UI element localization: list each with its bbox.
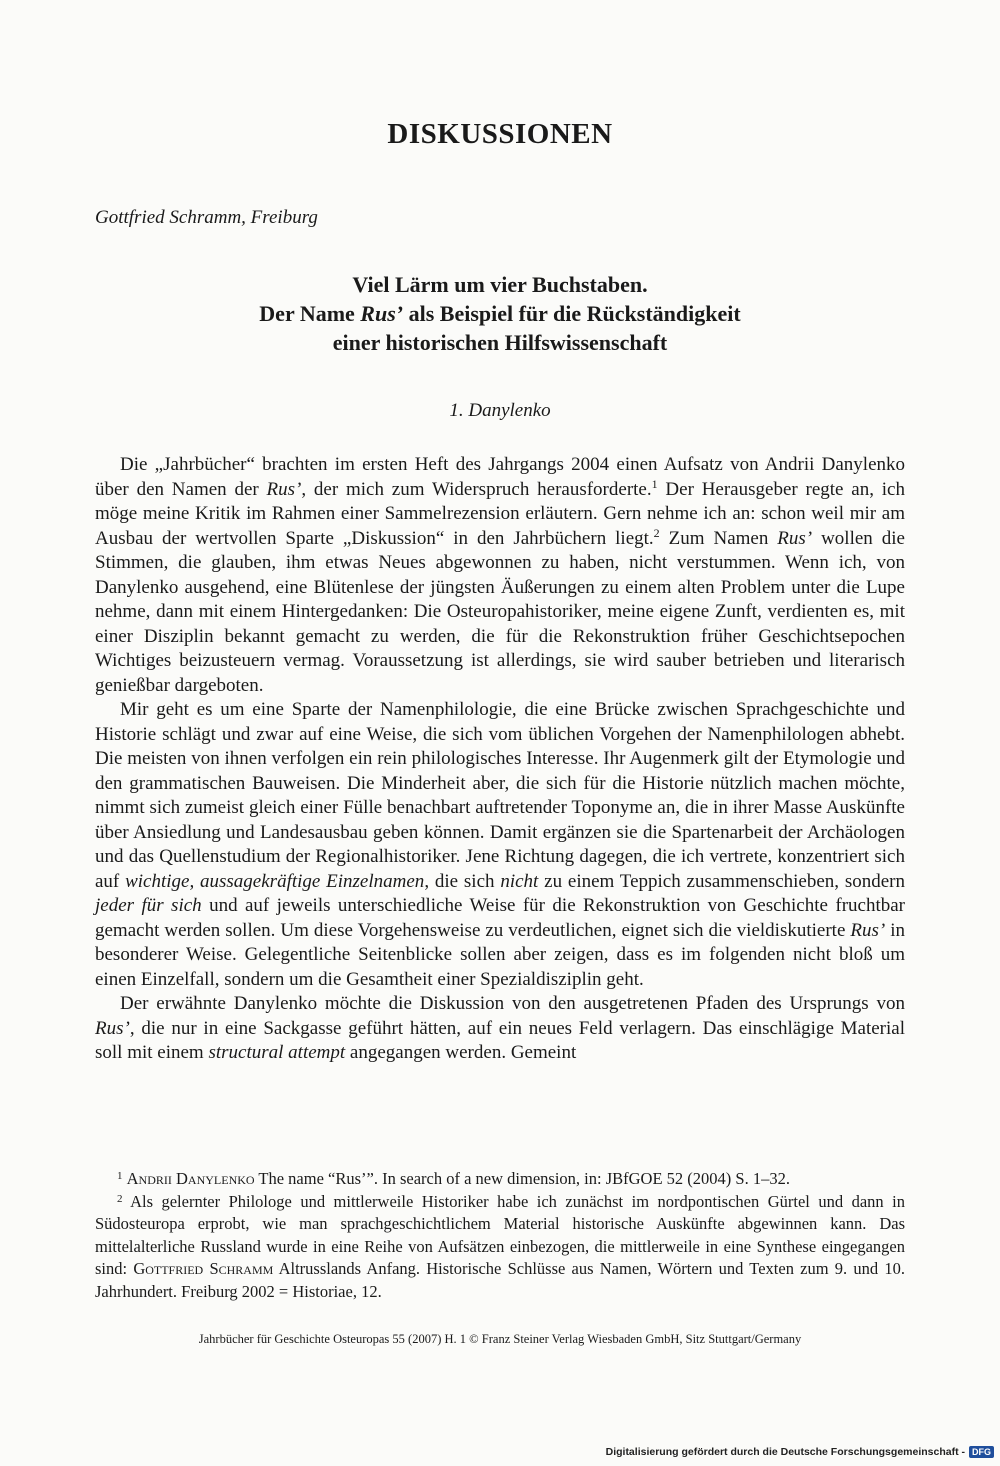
text-run: Der erwähnte Danylenko möchte die Diskussion von den ausgetretenen Pfaden des Ursprungs von bbox=[120, 993, 905, 1014]
text-run: wollen die Stimmen, die glauben, ihm etwas Neues abgewonnen zu haben, nicht verstummen. Wenn ich, von Danylenko ausgehend, eine Blütenlese der jüngsten Äußerungen zu einem alten Problem unter die Lupe nehme, dann mit einem Hintergedanken: Die Osteuropahistoriker, meine eigene Zunft, verdienten es, mit einer Disziplin bekannt gemacht zu werden, die für die Rekonstruktion früher Geschichtsepochen Wichtiges beizusteuern vermag. Voraussetzung ist allerdings, sie wird sauber betrieben und literarisch genießbar dargeboten. bbox=[95, 527, 905, 696]
article-title-line-1: Viel Lärm um vier Buchstaben. bbox=[352, 272, 648, 297]
title-text: als Beispiel für die Rückständigkeit bbox=[403, 301, 741, 326]
text-run: und auf jeweils unterschiedliche Weise für die Rekonstruktion von Geschichte fruchtbar gemacht werden sollen. Um diese Vorgehensweise zu verdeutlichen, eignet sich die vieldiskutierte bbox=[95, 895, 905, 941]
section-subheading: 1. Danylenko bbox=[449, 400, 551, 421]
text-run: Zum Namen bbox=[659, 527, 778, 549]
italic-run: Rus’ bbox=[266, 478, 302, 500]
text-run: Der Herausgeber regte an, ich möge meine Kritik im Rahmen einer Sammelrezension erläutern. Gern nehme ich an: schon weil mir am Ausbau der wertvollen Sparte „Diskussion“ in den Jahrbüchern liegt. bbox=[95, 478, 905, 549]
italic-run: jeder für sich bbox=[95, 895, 202, 916]
paragraph-1 bbox=[95, 453, 905, 698]
footnote-text: Als gelernter Philologe und mittlerweile Historiker habe ich zunächst im nordpontischen Gürtel und dann in Südosteuropa erprobt, wie man sprachgeschichtlichem Material historische Auskünfte abgewinnen kann. Das mittelalterliche Russland wurde in eine Reihe von Aufsätzen einbezogen, die mittlerweile in eine Synthese eingegangen sind: bbox=[95, 1191, 905, 1278]
text-run: Mir geht es um eine Sparte der Namenphilologie, die eine Brücke zwischen Sprachgeschichte und Historie schlägt und zwar auf eine Weise, die sich vom üblichen Vorgehen der Namenphilologen abhebt. Die meisten von ihnen verfolgen ein rein philologisches Interesse. Ihr Augenmerk gilt der Etymologie und den grammatischen Bauweisen. Die Minderheit aber, die sich für die Historie nützlich machen möchte, nimmt sich zumeist gleich einer Fülle benachbart auftretender Toponyme an, die in ihrer Masse Auskünfte über Ansiedlung und Landesausbau geben können. Damit ergänzen sie die Spartenarbeit der Archäologen und das Quellenstudium der Regionalhistoriker. Jene Richtung dagegen, die ich vertrete, konzentriert sich auf bbox=[95, 699, 905, 892]
footnote-author: Gottfried Schramm bbox=[133, 1259, 274, 1278]
footnotes bbox=[95, 1168, 905, 1303]
paragraph-2 bbox=[95, 698, 905, 992]
author-line: Gottfried Schramm, Freiburg bbox=[95, 207, 318, 228]
text-run: , der mich zum Widerspruch herausforderte. bbox=[301, 478, 652, 500]
text-run: Die „Jahrbücher“ brachten im ersten Heft des Jahrgangs 2004 einen Aufsatz von Andrii Danylenko über den Namen der bbox=[95, 454, 905, 500]
footnote-ref-2[interactable]: 2 bbox=[653, 525, 660, 540]
italic-run: nicht bbox=[500, 870, 539, 892]
footnote-text: The name “Rus’”. In search of a new dimension, in: JBfGOE 52 (2004) S. 1–32. bbox=[254, 1169, 790, 1188]
footnote-2 bbox=[95, 1191, 905, 1304]
title-rus-italic: Rus’ bbox=[360, 301, 404, 326]
footnote-ref-1[interactable]: 1 bbox=[651, 476, 658, 491]
footnote-text: Altrusslands Anfang. Historische Schlüsse aus Namen, Wörtern und Texten zum 9. und 10. Jahrhundert. Freiburg 2002 = Historiae, 12. bbox=[95, 1259, 905, 1301]
dfg-notice bbox=[606, 1446, 994, 1458]
footnote-number: 2 bbox=[117, 1192, 123, 1205]
running-footer: Jahrbücher für Geschichte Osteuropas 55 (2007) H. 1 © Franz Steiner Verlag Wiesbaden GmbH, Sitz Stuttgart/Germany bbox=[198, 1332, 802, 1346]
italic-run: wichtige, aussagekräftige Einzelnamen bbox=[125, 870, 425, 892]
footnote-number: 1 bbox=[117, 1170, 123, 1182]
italic-run: Rus’ bbox=[777, 527, 813, 549]
body-text bbox=[95, 453, 905, 1066]
text-run: in besonderer Weise. Gelegentliche Seitenblicke sollen aber zeigen, dass es im folgenden nicht bloß um einen Einzelfall, sondern um die Gesamtheit einer Spezialdisziplin geht. bbox=[95, 919, 905, 990]
footnote-1 bbox=[95, 1168, 905, 1191]
article-title bbox=[0, 270, 1000, 357]
italic-run: Rus’ bbox=[850, 919, 886, 941]
dfg-notice-text: Digitalisierung gefördert durch die Deutsche Forschungsgemeinschaft - bbox=[605, 1446, 965, 1458]
section-title: DISKUSSIONEN bbox=[387, 118, 613, 150]
article-title-line-2 bbox=[0, 299, 1000, 328]
italic-run: Rus’ bbox=[95, 1017, 130, 1039]
text-run: , die nur in eine Sackgasse geführt hätten, auf ein neues Feld verlagern. Das einschlägige Material soll mit einem bbox=[95, 1017, 905, 1063]
dfg-logo-icon: DFG bbox=[969, 1446, 994, 1458]
footnote-author: Andrii Danylenko bbox=[126, 1169, 255, 1188]
italic-run: structural attempt bbox=[208, 1042, 346, 1063]
title-text: Der Name bbox=[259, 301, 361, 326]
paragraph-3 bbox=[95, 992, 905, 1066]
text-run: angegangen werden. Gemeint bbox=[345, 1042, 577, 1063]
text-run: zu einem Teppich zusammenschieben, sondern bbox=[538, 870, 905, 892]
text-run: , die sich bbox=[424, 870, 501, 892]
article-title-line-3: einer historischen Hilfswissenschaft bbox=[332, 330, 668, 355]
